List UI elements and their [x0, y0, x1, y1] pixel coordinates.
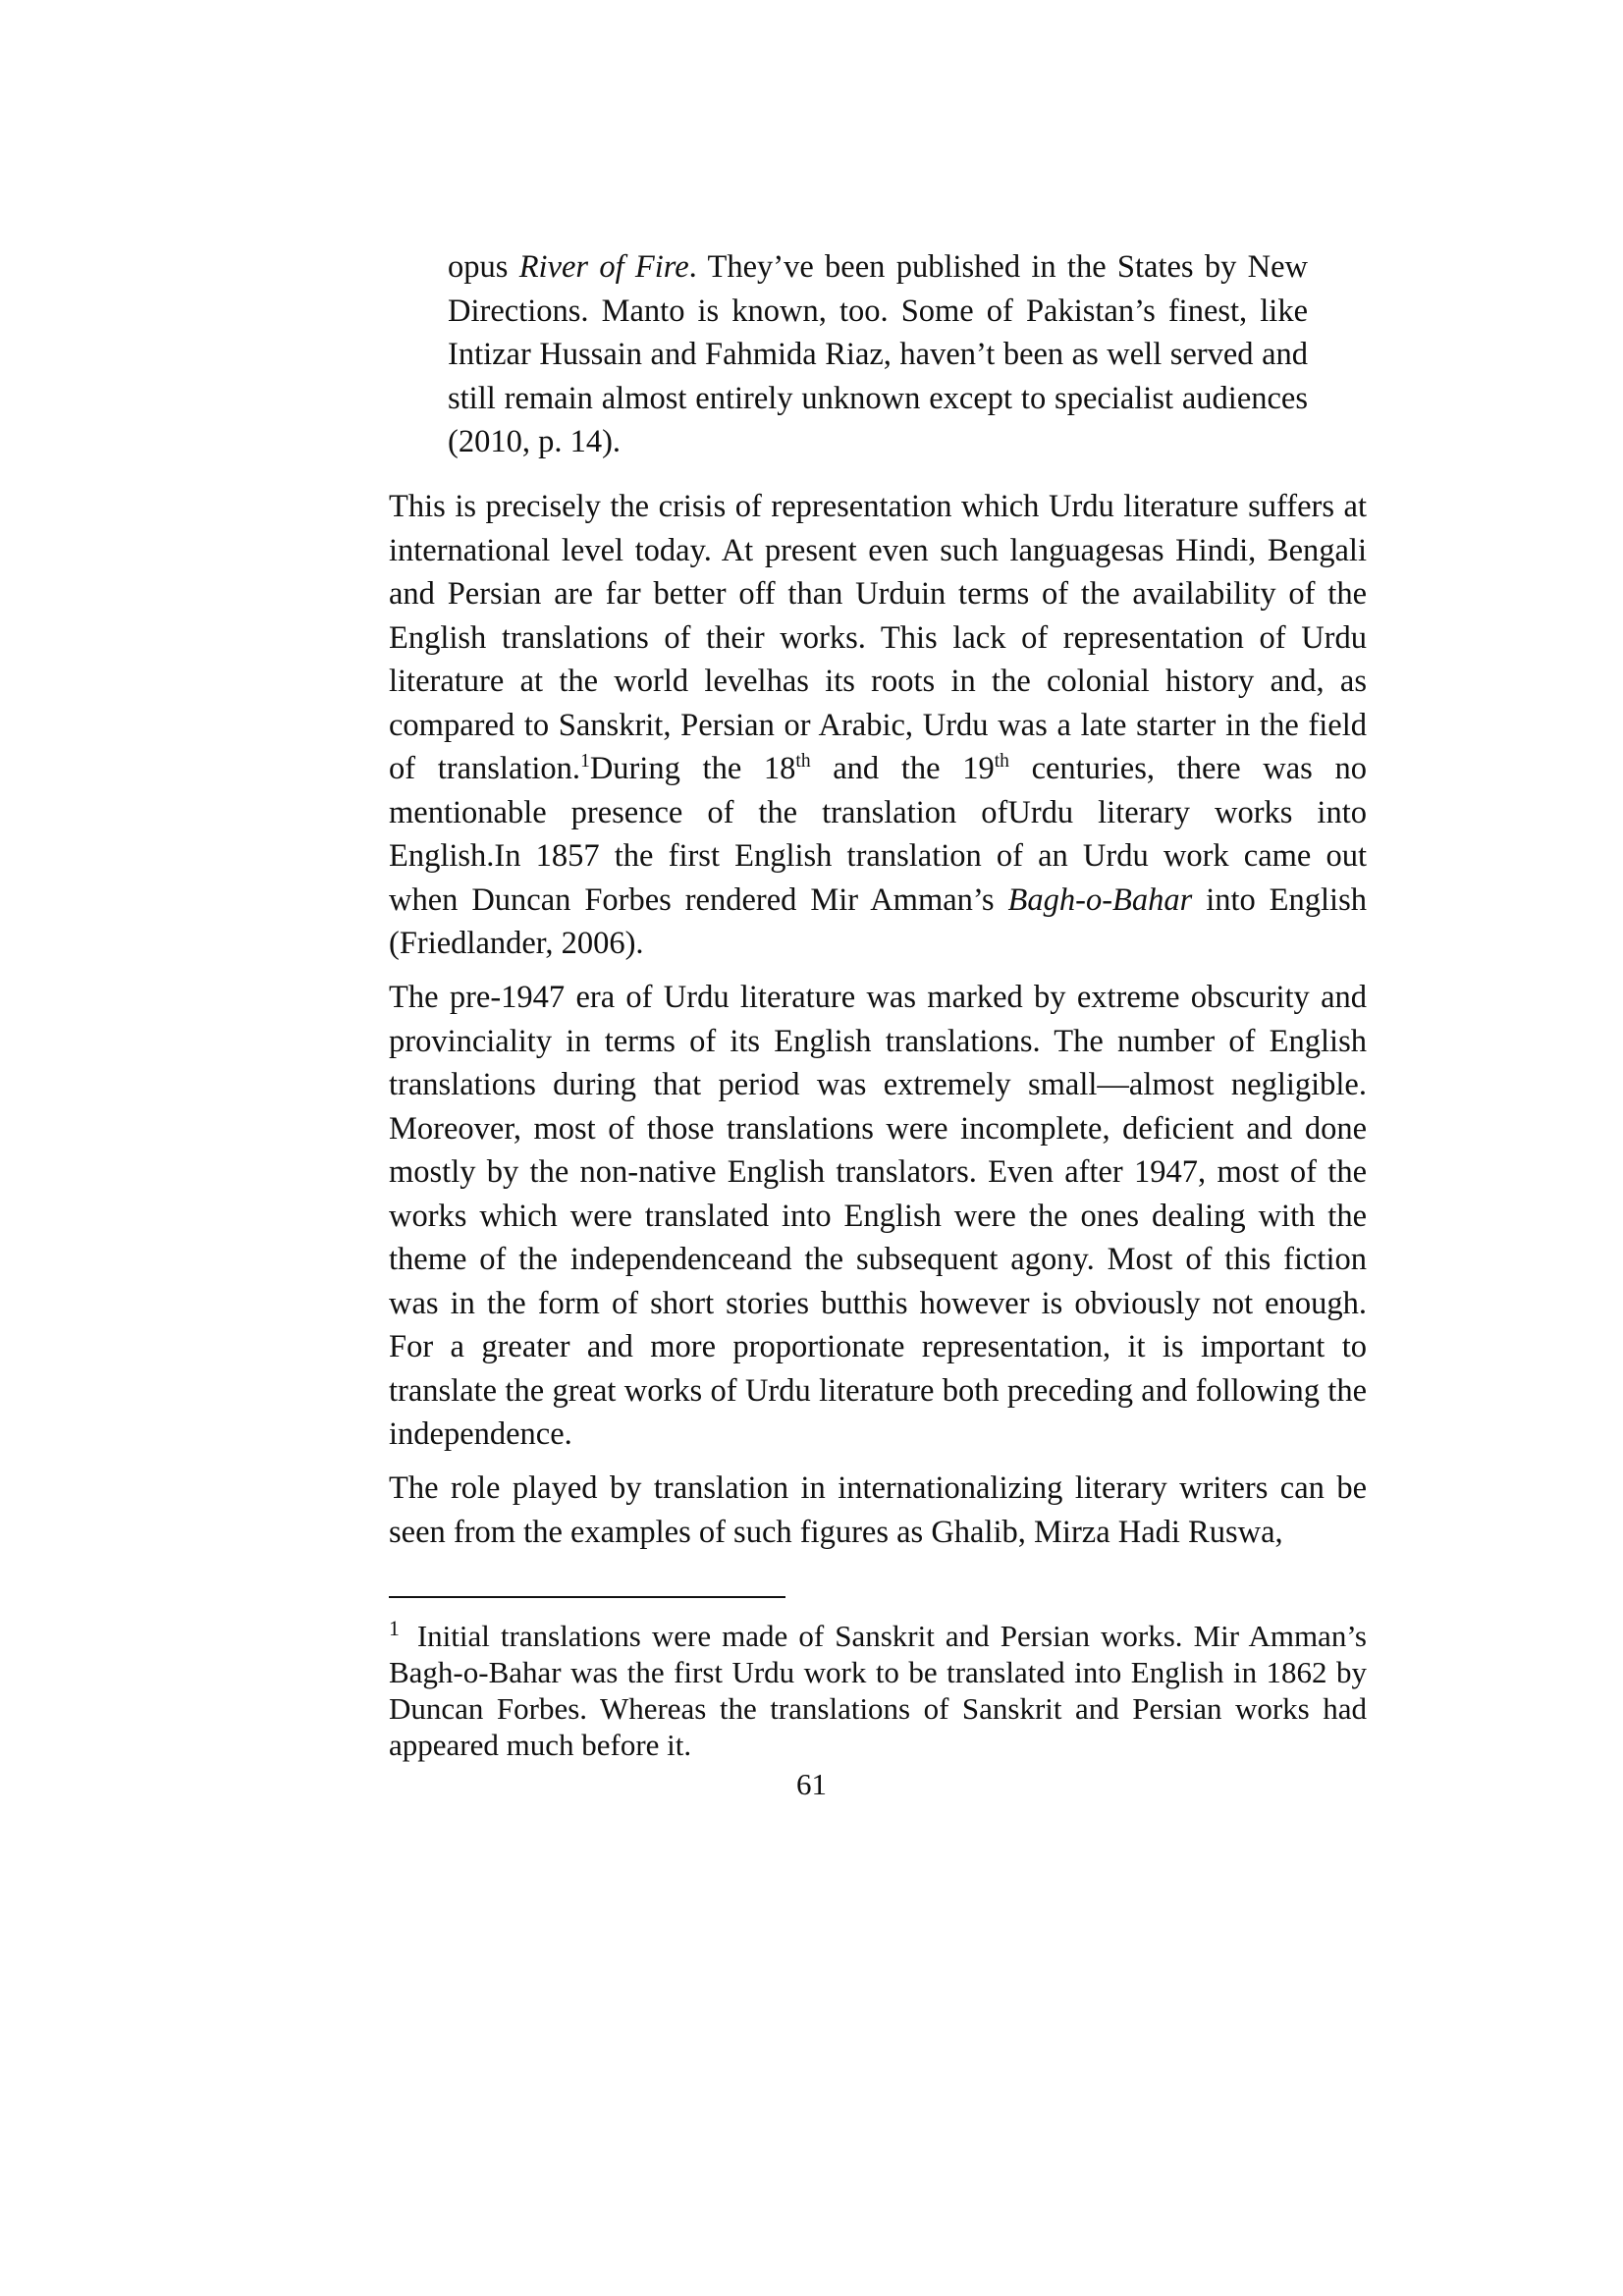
footnote-mark: 1 [389, 1616, 400, 1640]
footnote-divider [389, 1596, 785, 1598]
paragraph-1-book-title: Bagh-o-Bahar [1007, 881, 1193, 918]
paragraph-1-text-e: into English (Friedlander, 2006). [389, 881, 1367, 961]
page-number: 61 [796, 1767, 827, 1801]
block-quote [448, 245, 1308, 464]
quote-text-before-title: opus [448, 249, 519, 285]
paragraph-2: The pre-1947 era of Urdu literature was marked by extreme obscurity and provinciality in terms of its English translations. The number of English translations during that period was extremely small—almost negligible. Moreover, most of those translations were incomplete, deficient and done mostly by the non-native English translators. Even after 1947, most of the works which were translated into English were the ones dealing with the theme of the independenceand the subsequent agony. Most of this fiction was in the form of short stories butthis however is obviously not enough. For a greater and more proportionate representation, it is important to translate the great works of Urdu literature both preceding and following the independence. [389, 980, 1367, 1452]
paragraph-1-text-d: centuries, there was no mentionable presence of the translation ofUrdu literary works into English.In 1857 the first English translation of an Urdu work came out when Duncan Forbes rendered Mir Amman’s [389, 751, 1367, 918]
footnote-text: Initial translations were made of Sanskrit and Persian works. Mir Amman’s Bagh-o-Bahar was the first Urdu work to be translated into English in 1862 by Duncan Forbes. Whereas the translations of Sanskrit and Persian works had appeared much before it. [389, 1619, 1367, 1762]
footnote-reference: 1 [580, 751, 590, 773]
paragraph-1-text-a: This is precisely the crisis of representation which Urdu literature suffers at international level today. At present even such languagesas Hindi, Bengali and Persian are far better off than Urduin terms of the availability of the English translations of their works. This lack of representation of Urdu literature at the world levelhas its roots in the colonial history and, as compared to Sanskrit, Persian or Arabic, Urdu was a late starter in the field of translation. [389, 489, 1367, 786]
paragraph-1-text-c: and the 19 [810, 751, 995, 786]
footnote [389, 1618, 1367, 1763]
ordinal-suffix-2: th [994, 751, 1009, 773]
ordinal-suffix-1: th [795, 751, 811, 773]
paragraph-1-text-b: During the 18 [589, 751, 796, 786]
paragraph-1 [389, 485, 1367, 966]
quote-book-title: River of Fire [518, 249, 689, 285]
quote-text-after-title: . They’ve been published in the States by New Directions. Manto is known, too. Some of Pakistan’s finest, like Intizar Hussain and Fahmida Riaz, haven’t been as well served and still remain almost entirely unknown except to specialist audiences (2010, p. 14). [448, 249, 1308, 459]
paragraph-3: The role played by translation in internationalizing literary writers can be seen from the examples of such figures as Ghalib, Mirza Hadi Ruswa, [389, 1470, 1367, 1550]
